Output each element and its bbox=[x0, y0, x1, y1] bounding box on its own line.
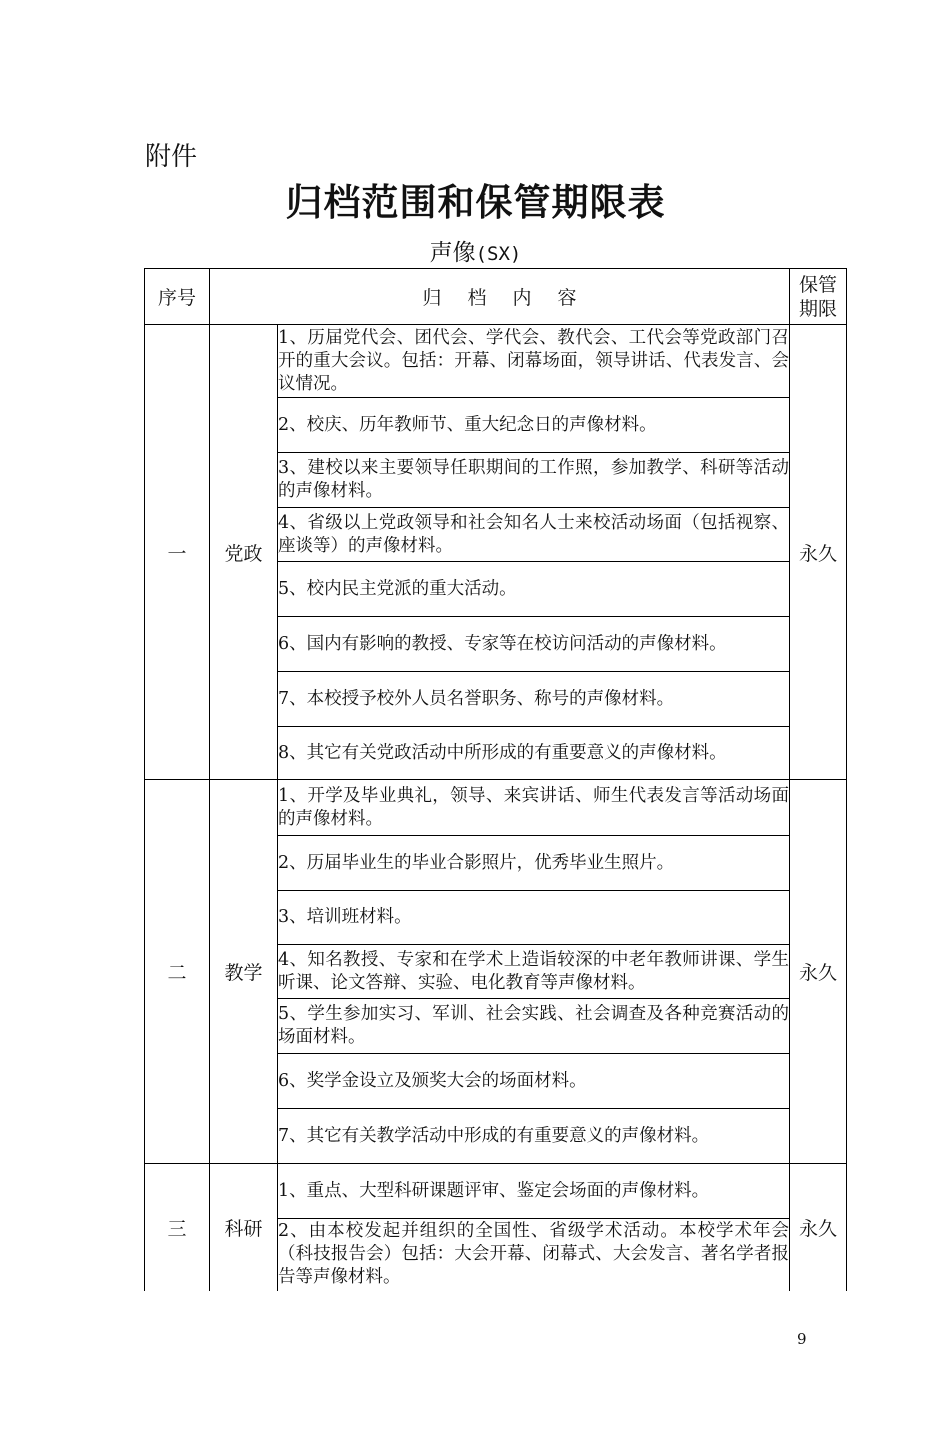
list-item: 8、其它有关党政活动中所形成的有重要意义的声像材料。 bbox=[278, 727, 790, 780]
list-item: 2、历届毕业生的毕业合影照片，优秀毕业生照片。 bbox=[278, 836, 790, 891]
list-item: 2、校庆、历年教师节、重大纪念日的声像材料。 bbox=[278, 398, 790, 453]
group-period: 永久 bbox=[790, 325, 847, 780]
table-row bbox=[145, 780, 847, 836]
group-seq: 一 bbox=[145, 325, 210, 780]
group-period: 永久 bbox=[790, 1164, 847, 1291]
list-item: 1、历届党代会、团代会、学代会、教代会、工代会等党政部门召开的重大会议。包括：开幕、闭幕场面，领导讲话、代表发言、会议情况。 bbox=[278, 325, 790, 398]
header-content: 归档内容 bbox=[210, 269, 790, 325]
list-item: 1、重点、大型科研课题评审、鉴定会场面的声像材料。 bbox=[278, 1164, 790, 1219]
list-item: 3、培训班材料。 bbox=[278, 891, 790, 945]
subtitle-text: 声像 bbox=[429, 240, 476, 266]
group-category: 科研 bbox=[210, 1164, 278, 1291]
group-seq: 三 bbox=[145, 1164, 210, 1291]
list-item: 4、省级以上党政领导和社会知名人士来校活动场面（包括视察、座谈等）的声像材料。 bbox=[278, 508, 790, 562]
list-item: 4、知名教授、专家和在学术上造诣较深的中老年教师讲课、学生听课、论文答辩、实验、电化教育等声像材料。 bbox=[278, 945, 790, 999]
table-row bbox=[145, 325, 847, 398]
list-item: 6、国内有影响的教授、专家等在校访问活动的声像材料。 bbox=[278, 617, 790, 672]
page-number: 9 bbox=[797, 1330, 807, 1348]
header-seq: 序号 bbox=[145, 269, 210, 325]
archive-scope-table bbox=[144, 268, 847, 1291]
list-item: 5、学生参加实习、军训、社会实践、社会调查及各种竞赛活动的场面材料。 bbox=[278, 999, 790, 1054]
subtitle-code: (SX) bbox=[475, 243, 522, 265]
list-item: 7、本校授予校外人员名誉职务、称号的声像材料。 bbox=[278, 672, 790, 727]
list-item: 1、开学及毕业典礼，领导、来宾讲话、师生代表发言等活动场面的声像材料。 bbox=[278, 780, 790, 836]
list-item: 2、由本校发起并组织的全国性、省级学术活动。本校学术年会（科技报告会）包括：大会开幕、闭幕式、大会发言、著名学者报告等声像材料。 bbox=[278, 1219, 790, 1291]
attachment-label: 附件 bbox=[145, 142, 198, 172]
table-header-row bbox=[145, 269, 847, 325]
group-category: 教学 bbox=[210, 780, 278, 1164]
header-period: 保管 期限 bbox=[790, 269, 847, 325]
table-row bbox=[145, 1164, 847, 1219]
list-item: 5、校内民主党派的重大活动。 bbox=[278, 562, 790, 617]
group-category: 党政 bbox=[210, 325, 278, 780]
subtitle bbox=[0, 234, 951, 267]
list-item: 3、建校以来主要领导任职期间的工作照，参加教学、科研等活动的声像材料。 bbox=[278, 453, 790, 508]
group-seq: 二 bbox=[145, 780, 210, 1164]
group-period: 永久 bbox=[790, 780, 847, 1164]
list-item: 7、其它有关教学活动中形成的有重要意义的声像材料。 bbox=[278, 1109, 790, 1164]
list-item: 6、奖学金设立及颁奖大会的场面材料。 bbox=[278, 1054, 790, 1109]
document-title: 归档范围和保管期限表 bbox=[285, 181, 666, 224]
